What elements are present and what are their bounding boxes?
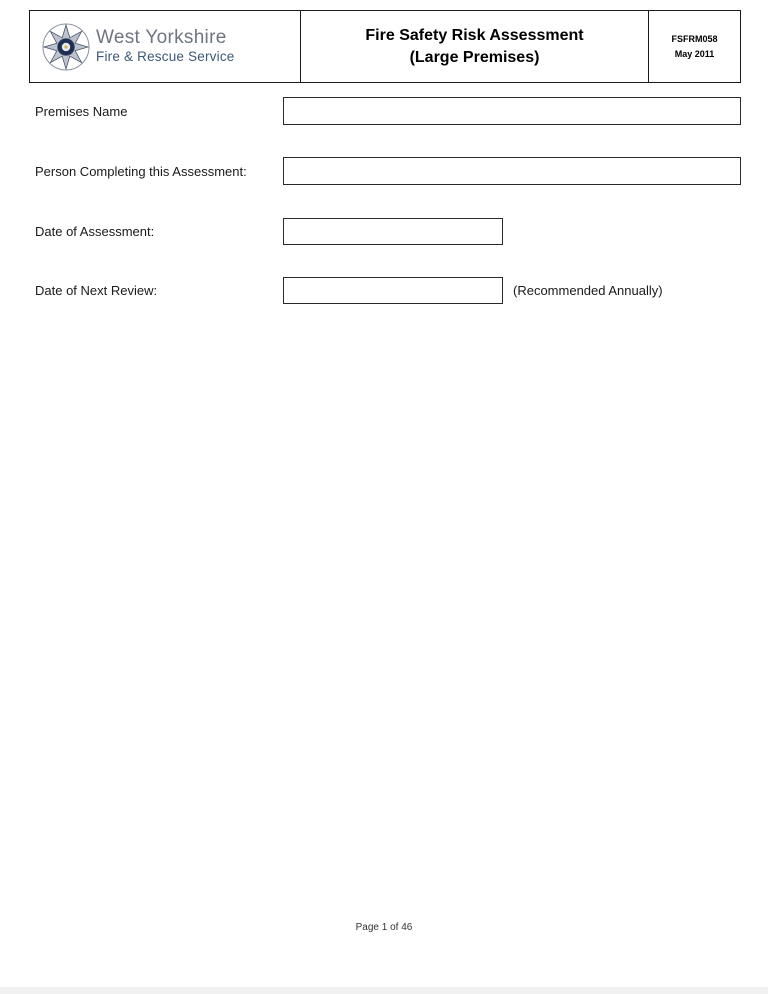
person-completing-input[interactable] <box>283 157 741 185</box>
title-cell <box>301 11 649 82</box>
date-of-next-review-label: Date of Next Review: <box>35 283 158 298</box>
logo-cell <box>30 11 301 82</box>
form-header <box>29 10 741 83</box>
premises-name-row <box>35 97 741 125</box>
date-of-assessment-row <box>35 218 741 245</box>
person-completing-label: Person Completing this Assessment: <box>35 163 247 179</box>
org-subtitle: Fire & Rescue Service <box>96 49 235 65</box>
page-number: Page 1 of 46 <box>355 922 413 933</box>
org-name: West Yorkshire <box>96 27 227 49</box>
ref-cell <box>649 11 740 82</box>
date-of-next-review-input[interactable] <box>283 277 503 304</box>
document-title-line1: Fire Safety Risk Assessment <box>365 26 584 44</box>
premises-name-label: Premises Name <box>35 103 128 119</box>
date-of-next-review-row <box>35 277 741 304</box>
premises-name-input[interactable] <box>283 97 741 125</box>
date-of-assessment-input[interactable] <box>283 218 503 245</box>
form-reference-code: FSFRM058 <box>671 33 718 44</box>
page-bottom-edge <box>0 987 768 994</box>
document-title-line2: (Large Premises) <box>409 48 540 66</box>
next-review-note: (Recommended Annually) <box>513 283 663 298</box>
form-reference-date: May 2011 <box>674 48 715 59</box>
logo-text <box>96 28 235 65</box>
person-completing-row <box>35 157 741 185</box>
date-of-assessment-label: Date of Assessment: <box>35 224 155 239</box>
wyfrs-badge-icon <box>42 23 90 71</box>
